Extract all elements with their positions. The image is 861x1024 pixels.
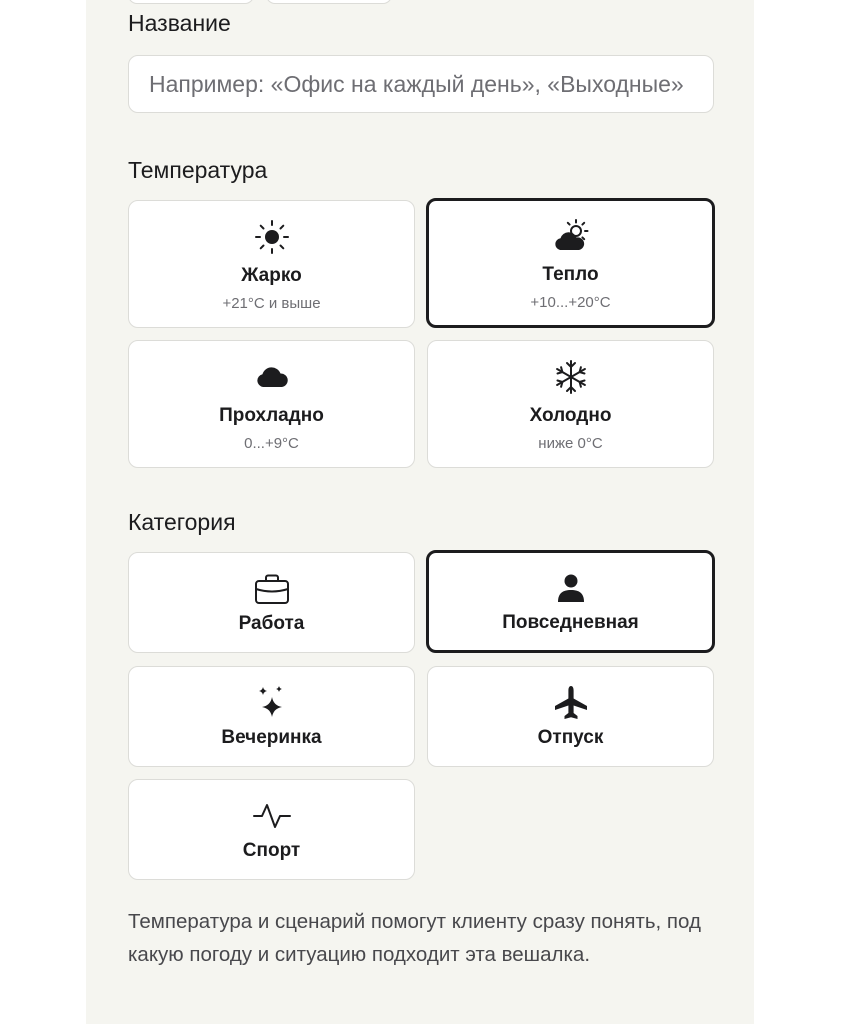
cloud-icon [252,357,292,397]
person-icon [551,568,591,608]
temperature-option-title: Тепло [542,264,599,285]
temperature-option-cold[interactable] [427,340,714,468]
category-option-sport[interactable] [128,779,415,880]
temperature-option-range: +21°C и выше [222,295,321,312]
category-option-title: Повседневная [502,612,639,633]
category-option-work[interactable] [128,552,415,653]
temperature-option-range: ниже 0°C [538,435,603,452]
temperature-option-warm[interactable] [426,198,715,328]
temperature-option-title: Жарко [241,265,302,286]
briefcase-icon [252,569,292,609]
airplane-icon [551,683,591,723]
hint-text: Температура и сценарий помогут клиенту сразу понять, под какую погоду и ситуацию подходит эта вешалка. [128,910,701,966]
temperature-option-range: 0...+9°C [244,435,299,452]
category-option-title: Отпуск [537,727,604,748]
category-option-title: Работа [238,613,305,634]
category-option-title: Спорт [242,840,301,861]
category-option-party[interactable] [128,666,415,767]
temperature-option-title: Прохладно [219,405,324,426]
category-option-casual[interactable] [426,550,715,653]
temperature-option-cool[interactable] [128,340,415,468]
temperature-option-title: Холодно [529,405,612,426]
temperature-option-hot[interactable] [128,200,415,328]
category-option-vacation[interactable] [427,666,714,767]
activity-icon [252,796,292,836]
sun-behind-cloud-icon [551,216,591,256]
previous-field-button[interactable] [266,0,392,4]
category-section-label: Категория [128,509,236,535]
sparkles-icon [252,683,292,723]
name-input[interactable] [128,55,714,113]
previous-field-button[interactable] [128,0,254,4]
snowflake-icon [551,357,591,397]
temperature-option-range: +10...+20°C [530,294,611,311]
category-option-title: Вечеринка [221,727,322,748]
sun-icon [252,217,292,257]
temperature-section-label: Температура [128,157,268,183]
name-section-label: Название [128,10,231,36]
